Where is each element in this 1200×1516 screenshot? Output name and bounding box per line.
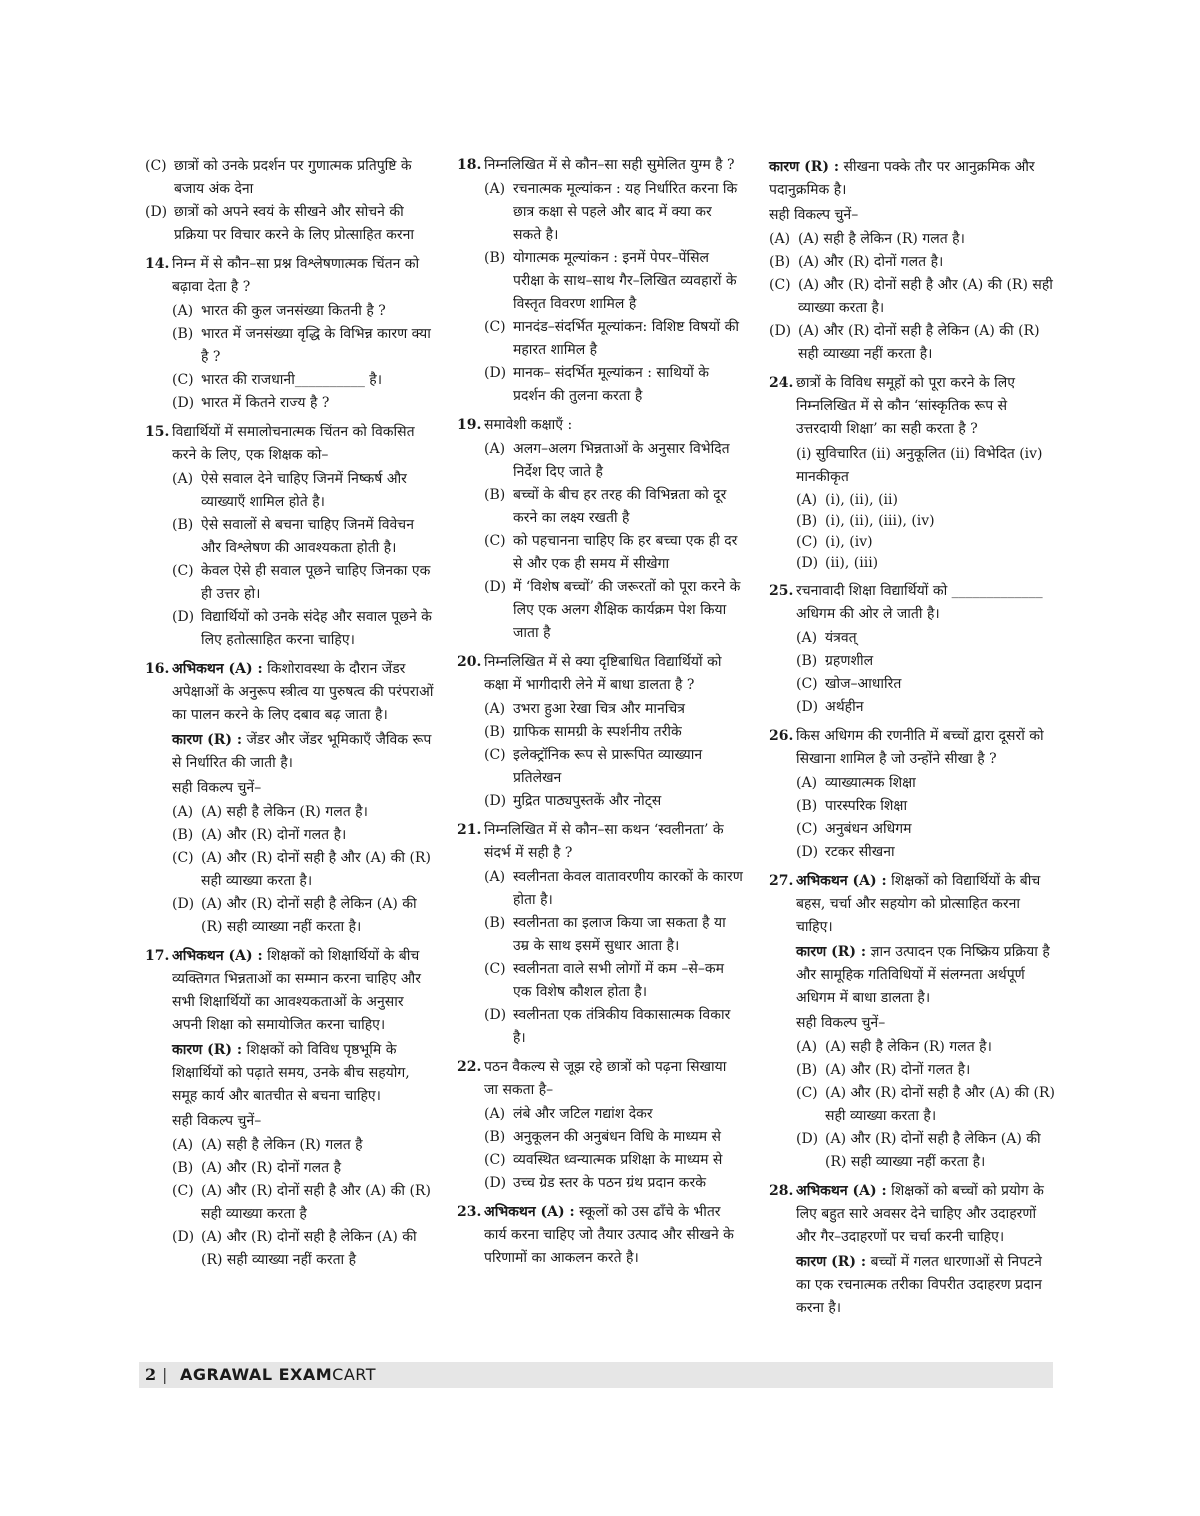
options-list <box>172 468 437 652</box>
option-text: भारत में कितने राज्य है ? <box>201 395 330 411</box>
option-text: रचनात्मक मूल्यांकन : यह निर्धारित करना कि छात्र कक्षा से पहले और बाद में क्या कर सकते है। <box>513 181 738 243</box>
option-text: छात्रों को उनके प्रदर्शन पर गुणात्मक प्रतिपुष्टि के बजाय अंक देना <box>174 158 412 197</box>
option-label: (B) <box>484 250 506 266</box>
option-item <box>172 824 437 847</box>
option-text: स्वलीनता एक तंत्रिकीय विकासात्मक विकार है। <box>513 1007 731 1046</box>
option-text: ग्राफिक सामग्री के स्पर्शनीय तरीके <box>513 724 682 740</box>
option-text: पारस्परिक शिक्षा <box>825 798 908 814</box>
option-label: (C) <box>145 158 167 174</box>
option-item <box>484 484 744 530</box>
question-block <box>145 253 437 415</box>
option-label: (A) <box>172 1137 194 1153</box>
option-text: (A) और (R) दोनों गलत है। <box>825 1062 971 1078</box>
option-text: (A) और (R) दोनों सही है और (A) की (R) सही व्याख्या करता है। <box>825 1085 1055 1124</box>
option-text: (A) सही है लेकिन (R) गलत है। <box>201 804 368 820</box>
option-item <box>796 1082 1057 1128</box>
question-body: रचनावादी शिक्षा विद्यार्थियों को _____________ अधिगम की ओर ले जाती है। <box>796 583 1043 622</box>
option-label: (B) <box>796 1062 818 1078</box>
question-number: 19. <box>457 417 482 433</box>
question-text <box>172 945 437 1037</box>
footer-separator: | <box>162 1365 168 1384</box>
choose-instruction: सही विकल्प चुनें– <box>796 1015 886 1031</box>
question-body: पठन वैकल्य से जूझ रहे छात्रों को पढ़ना सिखाया जा सकता है– <box>484 1059 727 1098</box>
option-text: यंत्रवत् <box>825 630 857 646</box>
assertion-label: अभिकथन (A) : <box>796 873 887 889</box>
option-item <box>484 362 744 408</box>
option-item <box>484 958 744 1004</box>
option-label: (A) <box>796 1039 818 1055</box>
option-item <box>172 323 437 369</box>
option-text: (i), (ii), (iii), (iv) <box>825 513 935 529</box>
option-text: विद्यार्थियों को उनके संदेह और सवाल पूछने के लिए हतोत्साहित करना चाहिए। <box>201 609 432 648</box>
choose-instruction: सही विकल्प चुनें– <box>172 1113 262 1129</box>
reason-label: कारण (R) : <box>769 159 840 175</box>
question-block <box>457 819 744 1050</box>
option-item <box>145 155 437 201</box>
question-body: समावेशी कक्षाएँ : <box>484 417 573 433</box>
option-label: (B) <box>172 517 194 533</box>
reason-text <box>172 1039 437 1108</box>
option-item <box>796 696 1057 719</box>
question-number: 14. <box>145 256 170 272</box>
option-item <box>796 795 1057 818</box>
question-block <box>145 421 437 652</box>
options-list <box>484 178 744 408</box>
option-text: इलेक्ट्रॉनिक रूप से प्रारूपित व्याख्यान प्रतिलेखन <box>513 747 703 786</box>
reason-body: शिक्षकों को विविध पृष्ठभूमि के शिक्षार्थियों को पढ़ाते समय, उनके बीच सहयोग, समूह कार्य और बातचीत से बचना चाहिए। <box>172 1042 410 1104</box>
reason-text <box>769 156 1057 202</box>
option-item <box>484 698 744 721</box>
option-item <box>484 1172 744 1195</box>
option-text: योगात्मक मूल्यांकन : इनमें पेपर–पेंसिल परीक्षा के साथ–साथ गैर–लिखित व्यवहारों के विस्तृत विवरण शामिल है <box>513 250 737 312</box>
question-block <box>457 651 744 813</box>
option-text: अर्थहीन <box>825 699 864 715</box>
option-text: उच्च ग्रेड स्तर के पठन ग्रंथ प्रदान करके <box>513 1175 707 1191</box>
question-number: 15. <box>145 424 170 440</box>
options-list <box>796 772 1057 864</box>
option-item <box>769 320 1057 366</box>
question-body: विद्यार्थियों में समालोचनात्मक चिंतन को विकसित करने के लिए, एक शिक्षक को– <box>172 424 415 463</box>
question-body: स्कूलों को उस ढाँचे के भीतर कार्य करना चाहिए जो तैयार उत्पाद और सीखने के परिणामों का आकलन करते है। <box>484 1204 734 1266</box>
assertion-label: अभिकथन (A) : <box>484 1204 575 1220</box>
option-label: (B) <box>484 915 506 931</box>
question-number: 16. <box>145 661 170 677</box>
option-label: (C) <box>172 850 194 866</box>
option-label: (D) <box>172 1229 195 1245</box>
option-item <box>145 201 437 247</box>
option-item <box>796 1128 1057 1174</box>
option-label: (A) <box>796 775 818 791</box>
assertion-label: अभिकथन (A) : <box>796 1183 887 1199</box>
option-label: (C) <box>484 533 506 549</box>
page-number: 2 <box>145 1365 157 1384</box>
option-text: (i), (iv) <box>825 534 873 550</box>
option-text: (A) और (R) दोनों सही है लेकिन (A) की (R) सही व्याख्या नहीं करता है। <box>798 323 1040 362</box>
option-label: (C) <box>769 277 791 293</box>
page-footer <box>139 1362 1053 1388</box>
option-label: (B) <box>769 254 791 270</box>
question-text <box>796 580 1057 626</box>
question-number: 27. <box>769 873 794 889</box>
option-item <box>484 1004 744 1050</box>
option-item <box>796 532 1057 553</box>
option-label: (B) <box>172 1160 194 1176</box>
question-body: शिक्षकों को बच्चों को प्रयोग के लिए बहुत सारे अवसर देने चाहिए और उदाहरणों और गैर–उदाहरणों पर चर्चा करनी चाहिए। <box>796 1183 1044 1245</box>
option-text: भारत की राजधानी__________ है। <box>201 372 383 388</box>
option-item <box>484 247 744 316</box>
option-text: (A) सही है लेकिन (R) गलत है <box>201 1137 363 1153</box>
options-list <box>796 1036 1057 1174</box>
option-text: अनुबंधन अधिगम <box>825 821 912 837</box>
option-label: (C) <box>796 1085 818 1101</box>
option-item <box>796 650 1057 673</box>
question-text <box>484 414 744 437</box>
options-list <box>484 698 744 813</box>
option-item <box>484 530 744 576</box>
option-item <box>172 1134 437 1157</box>
option-item <box>769 274 1057 320</box>
option-text: को पहचानना चाहिए कि हर बच्चा एक ही दर से और एक ही समय में सीखेगा <box>513 533 738 572</box>
reason-label: कारण (R) : <box>172 732 243 748</box>
question-block <box>769 1180 1057 1320</box>
choose-instruction: सही विकल्प चुनें– <box>769 207 859 223</box>
option-label: (A) <box>484 1106 506 1122</box>
option-text: स्वलीनता केवल वातावरणीय कारकों के कारण होता है। <box>513 869 743 908</box>
option-label: (C) <box>172 563 194 579</box>
option-item <box>484 438 744 484</box>
question-number: 21. <box>457 822 482 838</box>
option-item <box>796 1059 1057 1082</box>
option-text: (A) और (R) दोनों सही है और (A) की (R) सही व्याख्या करता है। <box>201 850 431 889</box>
option-item <box>484 866 744 912</box>
option-item <box>172 560 437 606</box>
option-text: (A) और (R) दोनों गलत है। <box>201 827 347 843</box>
option-label: (D) <box>796 1131 819 1147</box>
options-list <box>796 490 1057 574</box>
option-item <box>172 893 437 939</box>
question-block <box>457 1056 744 1195</box>
option-label: (D) <box>172 609 195 625</box>
question-text <box>796 1180 1057 1249</box>
question-body: निम्नलिखित में से कौन–सा सही सुमेलित युग्म है ? <box>484 157 735 173</box>
reason-body: सीखना पक्के तौर पर आनुक्रमिक और पदानुक्रमिक है। <box>769 159 1035 198</box>
option-item <box>172 468 437 514</box>
statement-list: (i) सुविचारित (ii) अनुकूलित (ii) विभेदित (iv) मानकीकृत <box>796 446 1043 485</box>
option-item <box>769 251 1057 274</box>
option-text: व्यवस्थित ध्वन्यात्मक प्रशिक्षा के माध्यम से <box>513 1152 723 1168</box>
option-label: (A) <box>172 471 194 487</box>
option-item <box>796 841 1057 864</box>
option-text: मानक– संदर्भित मूल्यांकन : साथियों के प्रदर्शन की तुलना करता है <box>513 365 710 404</box>
option-text: रटकर सीखना <box>825 844 895 860</box>
question-text <box>796 725 1057 771</box>
question-block <box>145 658 437 939</box>
option-label: (A) <box>172 804 194 820</box>
option-text: (A) और (R) दोनों गलत है <box>201 1160 342 1176</box>
option-item <box>172 1226 437 1272</box>
option-label: (A) <box>796 492 818 508</box>
option-text: छात्रों को अपने स्वयं के सीखने और सोचने की प्रक्रिया पर विचार करने के लिए प्रोत्साहित करना <box>174 204 415 243</box>
question-text <box>796 372 1057 441</box>
options-list <box>172 1134 437 1272</box>
option-label: (D) <box>484 365 507 381</box>
option-label: (C) <box>484 961 506 977</box>
question-body: किस अधिगम की रणनीति में बच्चों द्वारा दूसरों को सिखाना शामिल है जो उन्होंने सीखा है ? <box>796 728 1044 767</box>
option-item <box>796 772 1057 795</box>
option-item <box>172 300 437 323</box>
option-text: मुद्रित पाठ्यपुस्तकें और नोट्स <box>513 793 662 809</box>
option-label: (D) <box>796 699 819 715</box>
question-number: 20. <box>457 654 482 670</box>
option-label: (B) <box>172 326 194 342</box>
reason-label: कारण (R) : <box>172 1042 243 1058</box>
question-body: छात्रों के विविध समूहों को पूरा करने के लिए निम्नलिखित में से कौन ‘सांस्कृतिक रूप से उत्तरदायी शिक्षा’ का सही करता है ? <box>796 375 1016 437</box>
option-label: (B) <box>484 1129 506 1145</box>
options-list <box>172 300 437 415</box>
option-label: (A) <box>796 630 818 646</box>
option-label: (B) <box>484 487 506 503</box>
option-text: अलग–अलग भिन्नताओं के अनुसार विभेदित निर्देश दिए जाते है <box>513 441 730 480</box>
option-text: ऐसे सवालों से बचना चाहिए जिनमें विवेचन और विश्लेषण की आवश्यकता होती है। <box>201 517 414 556</box>
option-text: भारत की कुल जनसंख्या कितनी है ? <box>201 303 386 319</box>
options-list <box>769 228 1057 366</box>
option-item <box>172 847 437 893</box>
column-right <box>769 154 1057 1326</box>
option-text: (A) और (R) दोनों सही है लेकिन (A) की (R) सही व्याख्या नहीं करता है। <box>201 896 417 935</box>
question-block <box>457 154 744 408</box>
question-body: निम्न में से कौन–सा प्रश्न विश्लेषणात्मक चिंतन को बढ़ावा देता है ? <box>172 256 420 295</box>
reason-label: कारण (R) : <box>796 1254 867 1270</box>
option-text: भारत में जनसंख्या वृद्धि के विभिन्न कारण क्या है ? <box>201 326 431 365</box>
question-block <box>145 155 437 247</box>
question-number: 22. <box>457 1059 482 1075</box>
option-item <box>484 316 744 362</box>
option-text: (A) और (R) दोनों गलत है। <box>798 254 944 270</box>
option-text: लंबे और जटिल गद्यांश देकर <box>513 1106 653 1122</box>
option-label: (D) <box>172 896 195 912</box>
assertion-label: अभिकथन (A) : <box>172 661 263 677</box>
question-number: 18. <box>457 157 482 173</box>
options-list <box>484 1103 744 1195</box>
option-label: (B) <box>484 724 506 740</box>
question-block <box>145 945 437 1272</box>
option-text: (i), (ii), (ii) <box>825 492 898 508</box>
option-label: (C) <box>172 372 194 388</box>
option-label: (D) <box>484 1175 507 1191</box>
option-item <box>172 1157 437 1180</box>
brand-logo <box>180 1362 376 1388</box>
option-label: (C) <box>484 747 506 763</box>
column-left <box>145 154 437 1278</box>
option-text: स्वलीनता वाले सभी लोगों में कम –से–कम एक विशेष कौशल होता है। <box>513 961 724 1000</box>
option-label: (A) <box>484 181 506 197</box>
option-item <box>484 1103 744 1126</box>
option-item <box>796 553 1057 574</box>
option-text: ग्रहणशील <box>825 653 874 669</box>
option-label: (C) <box>796 676 818 692</box>
option-text: अनुकूलन की अनुबंधन विधि के माध्यम से <box>513 1129 722 1145</box>
reason-text <box>172 729 437 775</box>
question-text <box>484 1056 744 1102</box>
reason-body: ज्ञान उत्पादन एक निष्क्रिय प्रक्रिया है और सामूहिक गतिविधियों में संलग्नता अर्थपूर्ण अधिगम में बाधा डालता है। <box>796 944 1050 1006</box>
option-item <box>172 369 437 392</box>
option-item <box>484 178 744 247</box>
question-text <box>172 253 437 299</box>
assertion-label: अभिकथन (A) : <box>172 948 263 964</box>
question-text <box>484 1201 744 1270</box>
option-label: (B) <box>172 827 194 843</box>
option-text: व्याख्यात्मक शिक्षा <box>825 775 916 791</box>
option-item <box>796 818 1057 841</box>
option-label: (D) <box>769 323 792 339</box>
option-item <box>796 627 1057 650</box>
option-label: (A) <box>484 441 506 457</box>
option-label: (A) <box>484 869 506 885</box>
option-text: उभरा हुआ रेखा चित्र और मानचित्र <box>513 701 685 717</box>
option-text: (A) सही है लेकिन (R) गलत है। <box>825 1039 992 1055</box>
question-body: शिक्षकों को विद्यार्थियों के बीच बहस, चर्चा और सहयोग को प्रोत्साहित करना चाहिए। <box>796 873 1041 935</box>
option-label: (A) <box>769 231 791 247</box>
option-item <box>796 673 1057 696</box>
question-block <box>457 1201 744 1270</box>
option-text: में ‘विशेष बच्चों’ की जरूरतों को पूरा करने के लिए एक अलग शैक्षिक कार्यक्रम पेश किया जाता है <box>513 579 741 641</box>
option-item <box>484 790 744 813</box>
option-label: (D) <box>484 579 507 595</box>
reason-text <box>796 1251 1057 1320</box>
brand-cart: CART <box>332 1365 376 1384</box>
option-item <box>484 576 744 645</box>
option-item <box>484 721 744 744</box>
option-text: मानदंड–संदर्भित मूल्यांकन: विशिष्ट विषयों की महारत शामिल है <box>513 319 739 358</box>
question-body: किशोरावस्था के दौरान जेंडर अपेक्षाओं के अनुरूप स्त्रीत्व या पुरुषत्व की परंपराओं का पालन करने के लिए दबाव बढ़ जाता है। <box>172 661 434 723</box>
question-block <box>769 580 1057 719</box>
reason-body: जेंडर और जेंडर भूमिकाएँ जैविक रूप से निर्धारित की जाती है। <box>172 732 432 771</box>
option-item <box>796 490 1057 511</box>
question-text <box>484 819 744 865</box>
option-item <box>172 801 437 824</box>
option-item <box>172 606 437 652</box>
question-text <box>484 154 744 177</box>
question-block <box>769 372 1057 574</box>
question-text <box>172 658 437 727</box>
column-middle <box>457 154 744 1276</box>
option-label: (D) <box>484 793 507 809</box>
option-item <box>796 511 1057 532</box>
question-block <box>769 870 1057 1174</box>
option-label: (D) <box>172 395 195 411</box>
option-label: (D) <box>484 1007 507 1023</box>
brand-agrawal: AGRAWAL <box>180 1365 279 1384</box>
question-number: 23. <box>457 1204 482 1220</box>
option-item <box>484 1149 744 1172</box>
option-label: (A) <box>172 303 194 319</box>
option-label: (D) <box>796 844 819 860</box>
option-text: केवल ऐसे ही सवाल पूछने चाहिए जिनका एक ही उत्तर हो। <box>201 563 431 602</box>
question-body: निम्नलिखित में से कौन–सा कथन ‘स्वलीनता’ के संदर्भ में सही है ? <box>484 822 724 861</box>
option-label: (A) <box>484 701 506 717</box>
option-label: (B) <box>796 798 818 814</box>
option-item <box>172 1180 437 1226</box>
question-number: 28. <box>769 1183 794 1199</box>
question-text <box>172 421 437 467</box>
option-text: (A) सही है लेकिन (R) गलत है। <box>798 231 965 247</box>
brand-exam: EXAM <box>278 1365 333 1384</box>
question-block <box>769 156 1057 366</box>
options-list <box>172 801 437 939</box>
option-text: बच्चों के बीच हर तरह की विभिन्नता को दूर करने का लक्ष्य रखती है <box>513 487 727 526</box>
option-item <box>172 514 437 560</box>
question-block <box>457 414 744 645</box>
option-label: (C) <box>796 821 818 837</box>
reason-body: बच्चों में गलत धारणाओं से निपटने का एक रचनात्मक तरीका विपरीत उदाहरण प्रदान करना है। <box>796 1254 1042 1316</box>
option-text: स्वलीनता का इलाज किया जा सकता है या उम्र के साथ इसमें सुधार आता है। <box>513 915 726 954</box>
question-number: 24. <box>769 375 794 391</box>
question-body: शिक्षकों को शिक्षार्थियों के बीच व्यक्तिगत भिन्नताओं का सम्मान करना चाहिए और सभी शिक्षार्थियों का आवश्यकताओं के अनुसार अपनी शिक्षा को समायोजित करना चाहिए। <box>172 948 421 1033</box>
choose-instruction: सही विकल्प चुनें– <box>172 780 262 796</box>
options-list <box>484 438 744 645</box>
option-text: (A) और (R) दोनों सही है और (A) की (R) सही व्याख्या करता है <box>201 1183 431 1222</box>
option-text: (A) और (R) दोनों सही है लेकिन (A) की (R) सही व्याख्या नहीं करता है <box>201 1229 417 1268</box>
reason-label: कारण (R) : <box>796 944 867 960</box>
option-item <box>796 1036 1057 1059</box>
option-text: (A) और (R) दोनों सही है और (A) की (R) सही व्याख्या करता है। <box>798 277 1053 316</box>
question-number: 25. <box>769 583 794 599</box>
options-list <box>796 627 1057 719</box>
option-label: (D) <box>145 204 168 220</box>
options-list <box>484 866 744 1050</box>
option-label: (C) <box>484 1152 506 1168</box>
option-label: (D) <box>796 555 819 571</box>
option-label: (C) <box>484 319 506 335</box>
option-label: (B) <box>796 653 818 669</box>
question-number: 17. <box>145 948 170 964</box>
question-text <box>796 870 1057 939</box>
question-body: निम्नलिखित में से क्या दृष्टिबाधित विद्यार्थियों को कक्षा में भागीदारी लेने में बाधा डालता है ? <box>484 654 722 693</box>
option-text: (ii), (iii) <box>825 555 879 571</box>
question-number: 26. <box>769 728 794 744</box>
option-text: ऐसे सवाल देने चाहिए जिनमें निष्कर्ष और व्याख्याएँ शामिल होते है। <box>201 471 407 510</box>
option-label: (B) <box>796 513 818 529</box>
question-text <box>484 651 744 697</box>
option-label: (C) <box>796 534 818 550</box>
option-text: (A) और (R) दोनों सही है लेकिन (A) की (R) सही व्याख्या नहीं करता है। <box>825 1131 1041 1170</box>
option-item <box>484 912 744 958</box>
option-item <box>172 392 437 415</box>
option-label: (C) <box>172 1183 194 1199</box>
question-block <box>769 725 1057 864</box>
option-text: खोज–आधारित <box>825 676 902 692</box>
reason-text <box>796 941 1057 1010</box>
option-item <box>769 228 1057 251</box>
options-list <box>145 155 437 247</box>
option-item <box>484 744 744 790</box>
option-item <box>484 1126 744 1149</box>
